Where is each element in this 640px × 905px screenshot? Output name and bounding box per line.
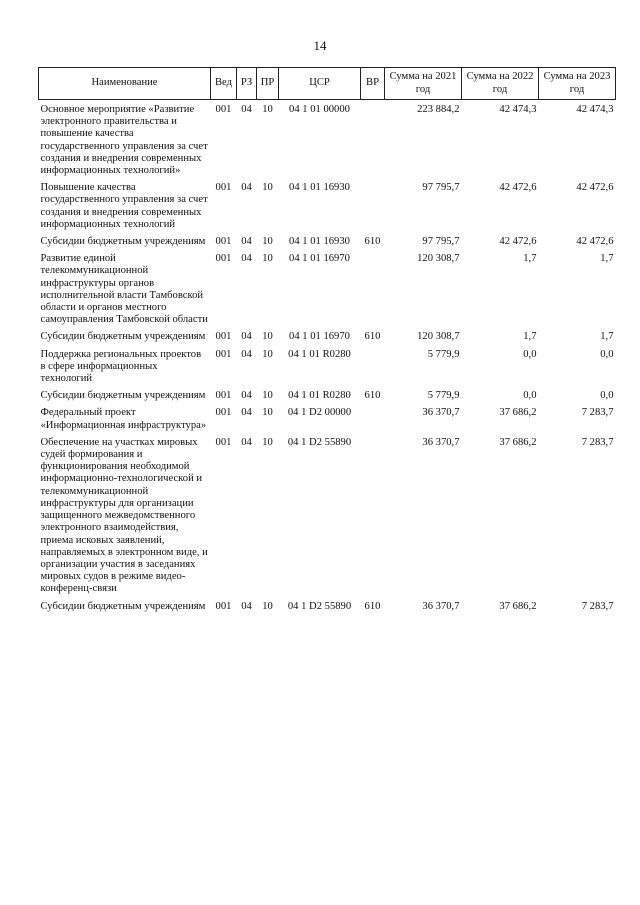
row-sum-2023: 1,7 [600,253,614,265]
row-csr: 04 1 01 16970 [289,253,350,265]
row-sum-2022: 37 686,2 [499,600,537,612]
table-header-row [39,68,616,100]
table-row [39,390,616,407]
row-name: Субсидии бюджетным учреждениям [40,600,206,612]
table-row [39,236,616,253]
header-sum-2021: Сумма на 2021 год [385,68,462,100]
row-sum-2023: 7 283,7 [581,600,614,612]
row-ved: 001 [215,390,232,402]
header-vr: ВР [361,68,385,100]
table-row [39,100,616,183]
row-name: Развитие единой телекоммуникационной инфраструктуры органов исполнительной власти Тамбовской области и органов местного самоуправления Тамбовской области [40,253,208,326]
row-sum-2022: 37 686,2 [499,436,537,448]
row-vr [361,407,385,436]
page-number: 14 [313,38,327,53]
row-vr [361,253,385,331]
row-sum-2021: 120 308,7 [417,331,460,343]
table-row [39,182,616,236]
row-sum-2022: 42 472,6 [499,182,537,194]
row-sum-2021: 97 795,7 [422,236,460,248]
row-ved: 001 [215,407,232,419]
row-vr: 610 [364,600,381,612]
row-sum-2023: 0,0 [600,348,614,360]
row-name: Повышение качества государственного управления за счет создания и внедрения современных информационных технологий [40,182,208,230]
row-name: Основное мероприятие «Развитие электронного правительства и повышение качества государственного управления за счет создания и внедрения современных информационных технологий» [40,104,208,177]
header-sum-2023: Сумма на 2023 год [539,68,616,100]
row-sum-2022: 42 472,6 [499,236,537,248]
table-row [39,437,616,601]
row-vr: 610 [364,236,381,248]
row-rz: 04 [241,390,252,402]
row-sum-2023: 42 474,3 [576,104,614,115]
row-rz: 04 [241,253,252,265]
header-name: Наименование [39,68,211,100]
row-sum-2021: 36 370,7 [422,407,460,419]
row-csr: 04 1 01 16970 [289,331,350,343]
row-pr: 10 [262,104,273,115]
row-rz: 04 [241,331,252,343]
row-pr: 10 [262,600,273,612]
row-ved: 001 [215,348,232,360]
row-csr: 04 1 D2 55890 [287,600,352,612]
row-pr: 10 [262,390,273,402]
row-sum-2021: 223 884,2 [417,104,460,115]
table-row [39,331,616,348]
row-rz: 04 [241,182,252,194]
row-sum-2022: 1,7 [523,253,537,265]
header-ved: Вед [211,68,237,100]
header-rz: РЗ [237,68,257,100]
row-vr: 610 [364,390,381,402]
row-ved: 001 [215,253,232,265]
row-csr: 04 1 D2 55890 [287,436,352,448]
row-sum-2022: 1,7 [523,331,537,343]
row-csr: 04 1 01 R0280 [288,390,351,402]
header-sum-2022: Сумма на 2022 год [462,68,539,100]
row-sum-2021: 36 370,7 [422,436,460,448]
row-ved: 001 [215,236,232,248]
row-csr: 04 1 01 16930 [289,236,350,248]
row-pr: 10 [262,236,273,248]
row-sum-2023: 42 472,6 [576,236,614,248]
row-ved: 001 [215,331,232,343]
row-name: Субсидии бюджетным учреждениям [40,236,206,248]
header-csr: ЦСР [279,68,361,100]
row-sum-2023: 7 283,7 [581,407,614,419]
row-sum-2023: 42 472,6 [576,182,614,194]
row-ved: 001 [215,182,232,194]
row-sum-2022: 37 686,2 [499,407,537,419]
table-row [39,601,616,618]
row-csr: 04 1 01 R0280 [288,348,351,360]
row-name: Обеспечение на участках мировых судей формирования и функционирования необходимой информационно-технологической и телекоммуникационной инфраструктуры для организации защищенного межведомственного электронного взаимодействия, приема исковых заявлений, направляемых в электронном виде, и организации участия в заседаниях мировых судов в режиме видео-конференц-связи [40,436,208,595]
row-rz: 04 [241,236,252,248]
row-csr: 04 1 01 16930 [289,182,350,194]
row-name: Субсидии бюджетным учреждениям [40,390,206,402]
row-rz: 04 [241,407,252,419]
row-sum-2022: 0,0 [523,390,537,402]
header-pr: ПР [257,68,279,100]
table-row [39,349,616,391]
table-row [39,407,616,436]
row-sum-2023: 1,7 [600,331,614,343]
row-sum-2023: 0,0 [600,390,614,402]
budget-table [38,67,616,618]
row-name: Федеральный проект «Информационная инфраструктура» [40,407,207,431]
row-ved: 001 [215,436,232,448]
row-sum-2023: 7 283,7 [581,436,614,448]
row-pr: 10 [262,331,273,343]
row-sum-2021: 120 308,7 [417,253,460,265]
row-name: Поддержка региональных проектов в сфере информационных технологий [40,348,202,385]
row-ved: 001 [215,104,232,115]
row-vr [361,182,385,236]
row-sum-2022: 0,0 [523,348,537,360]
row-vr [361,100,385,183]
row-sum-2021: 5 779,9 [427,390,460,402]
table-body [39,100,616,618]
row-vr [361,349,385,391]
row-pr: 10 [262,253,273,265]
row-name: Субсидии бюджетным учреждениям [40,331,206,343]
row-sum-2021: 36 370,7 [422,600,460,612]
row-rz: 04 [241,104,252,115]
row-rz: 04 [241,600,252,612]
row-pr: 10 [262,182,273,194]
row-rz: 04 [241,348,252,360]
row-sum-2022: 42 474,3 [499,104,537,115]
table-row [39,253,616,331]
row-sum-2021: 97 795,7 [422,182,460,194]
row-rz: 04 [241,436,252,448]
row-csr: 04 1 01 00000 [289,104,350,115]
row-pr: 10 [262,348,273,360]
row-csr: 04 1 D2 00000 [287,407,352,419]
row-pr: 10 [262,436,273,448]
row-vr [361,437,385,601]
row-vr: 610 [364,331,381,343]
row-sum-2021: 5 779,9 [427,348,460,360]
row-pr: 10 [262,407,273,419]
row-ved: 001 [215,600,232,612]
